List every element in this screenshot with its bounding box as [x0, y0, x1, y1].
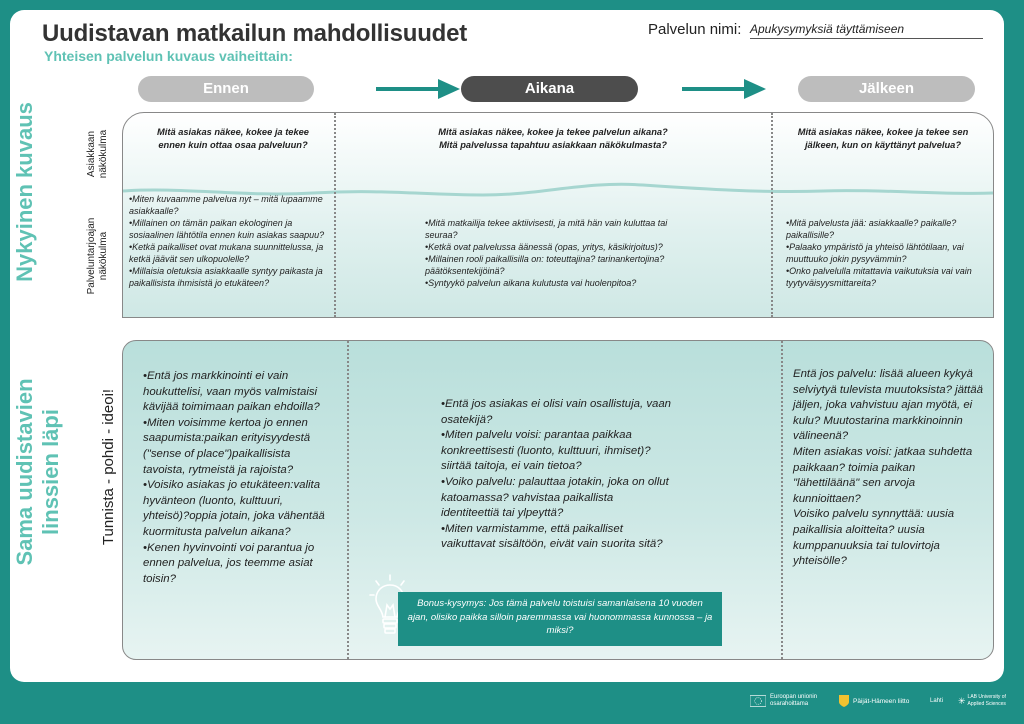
column-divider — [771, 113, 773, 317]
regenerative-before-list — [143, 369, 327, 587]
current-description-panel — [122, 112, 994, 318]
list-item: •Miten palvelu voisi: parantaa paikkaa konkreettisesti (luonto, kulttuuri, ihmiset)? siirtää taitoja, ei vain tietoa? — [441, 429, 651, 473]
arrow-right-icon — [682, 77, 766, 101]
list-item: •Onko palvelulla mitattavia vaikutuksia vai vain tyytyväisyysmittareita? — [786, 266, 972, 288]
column-divider — [347, 341, 349, 659]
eu-logo-text: Euroopan unionin osarahoittama — [770, 694, 818, 707]
section-regenerative-label — [12, 336, 64, 608]
list-item: •Voiko palvelu: palauttaa jotakin, joka on ollut katoamassa? vahvistaa paikallista identiteettiä tai ylpeyttä? — [441, 475, 669, 520]
list-item: •Mitä matkailija tekee aktiivisesti, ja mitä hän vain kuluttaa tai seuraa? — [425, 218, 668, 240]
row-provider-label: Palveluntarjoajan näkökulma — [86, 217, 109, 295]
page-subtitle: Yhteisen palvelun kuvaus vaiheittain: — [44, 48, 293, 64]
list-item: •Syntyykö palvelun aikana kulutusta vai huolenpitoa? — [425, 278, 637, 288]
provider-before-list — [129, 193, 329, 289]
page-title: Uudistavan matkailun mahdollisuudet — [42, 20, 468, 47]
list-item: •Ketkä ovat palvelussa äänessä (opas, yritys, käsikirjoitus)? — [425, 242, 663, 252]
lab-star-icon: ✳ — [958, 695, 966, 706]
column-divider — [334, 113, 336, 317]
list-item: •Voisiko asiakas jo etukäteen:valita hyvänteon (luonto, kulttuuri, yhteisö)?oppia jotain, joka vähentää kuormitusta palvelun aikana? — [143, 479, 325, 538]
regenerative-after-list — [793, 367, 983, 570]
list-item: •Millainen rooli paikallisilla on: toteuttajina? tarinankertojina? päätöksentekijöinä? — [425, 254, 665, 276]
list-item: •Entä jos asiakas ei olisi vain osallistuja, vaan osatekijä? — [441, 398, 672, 426]
list-item: •Miten kuvaamme palvelua nyt – mitä lupaamme asiakkaalle? — [129, 194, 323, 216]
list-item: Miten asiakas voisi: jatkaa suhdetta paikkaan? toimia paikan "lähettiläänä" sen arvoja kunnioittaen? — [793, 445, 973, 505]
list-item: •Palaako ympäristö ja yhteisö lähtötilaan, vai muuttuuko jokin pysyvämmin? — [786, 242, 964, 264]
service-name-label: Palvelun nimi: — [648, 21, 742, 38]
section-regenerative-label-line: Sama uudistavien — [12, 378, 37, 566]
service-name-field[interactable]: Apukysymyksiä täyttämiseen — [750, 22, 983, 39]
paijat-hameen-liitto-text: Päijät-Hämeen liitto — [853, 697, 910, 705]
lahti-logo-text: Lahti — [930, 697, 944, 704]
section-regenerative-sublabel: Tunnista - pohdi - ideoi! — [100, 388, 117, 546]
section-current-label: Nykyinen kuvaus — [12, 102, 37, 282]
list-item: Voisiko palvelu synnyttää: uusia paikallisia aloitteita? uusia kumppanuuksia tai tulovirtoja yhteisölle? — [793, 508, 955, 568]
list-item: •Ketkä paikalliset ovat mukana suunnittelussa, ja ketkä jäävät sen ulkopuolelle? — [129, 242, 324, 264]
phase-before-pill: Ennen — [138, 76, 314, 102]
phase-during-pill: Aikana — [461, 76, 638, 102]
bonus-question-box: Bonus-kysymys: Jos tämä palvelu toistuisi samanlaisena 10 vuoden ajan, olisiko paikka silloin paremmassa vai huonommassa kunnossa – ja miksi? — [398, 592, 722, 646]
list-item: •Miten varmistamme, että paikalliset vaikuttavat sisältöön, eivät vain suorita sitä? — [441, 522, 663, 551]
region-crest-icon — [838, 694, 850, 708]
lahti-logo — [930, 686, 952, 716]
list-item: •Millaisia oletuksia asiakkaalle syntyy paikasta ja paikallisista ihmisistä jo etukäteen? — [129, 266, 323, 288]
customer-question-before: Mitä asiakas näkee, kokee ja tekee ennen kuin ottaa osaa palveluun? — [157, 127, 309, 150]
provider-after-list — [786, 217, 986, 289]
paijat-hameen-liitto-logo — [838, 686, 922, 716]
section-regenerative-label-line: linssien läpi — [38, 409, 63, 535]
list-item: •Entä jos markkinointi ei vain houkuttelisi, vaan myös valmistaisi kävijää toimimaan paikan ehdoilla? — [143, 370, 320, 414]
list-item: •Miten voisimme kertoa jo ennen saapumista:paikan erityisyydestä ("sense of place")paikallisista tavoista, rytmeistä ja rajoista? — [143, 416, 311, 476]
provider-during-list — [425, 217, 685, 289]
canvas-sheet — [10, 10, 1004, 682]
eu-logo — [750, 686, 828, 716]
list-item: •Kenen hyvinvointi voi parantua jo ennen palvelua, jos teemme asiat toisin? — [143, 541, 315, 585]
footer-logos — [750, 686, 1010, 716]
list-item: •Millainen on tämän paikan ekologinen ja sosiaalinen lähtötila ennen kuin asiakas saapuu? — [129, 218, 325, 240]
lab-university-text: LAB University of Applied Sciences — [967, 694, 1006, 707]
customer-question-after: Mitä asiakas näkee, kokee ja tekee sen jälkeen, kun on käyttänyt palvelua? — [797, 127, 969, 150]
list-item: •Mitä palvelusta jää: asiakkaalle? paikalle? paikallisille? — [786, 218, 957, 240]
list-item: Entä jos palvelu: lisää alueen kykyä selviytyä tulevista muutoksista? jättää jäljen, joka vahvistuu ajan myötä, ei kulu? Muutostarina markkinoinnin välineenä? — [793, 368, 983, 443]
phase-after-pill: Jälkeen — [798, 76, 975, 102]
regenerative-during-list — [441, 397, 673, 553]
row-customer-label: Asiakkaan näkökulma — [86, 129, 109, 179]
arrow-right-icon — [376, 77, 460, 101]
eu-flag-icon — [750, 693, 766, 709]
column-divider — [781, 341, 783, 659]
lab-university-logo — [958, 686, 1014, 716]
customer-question-during: Mitä asiakas näkee, kokee ja tekee palvelun aikana? Mitä palvelussa tapahtuu asiakkaan näkökulmasta? — [438, 127, 668, 150]
